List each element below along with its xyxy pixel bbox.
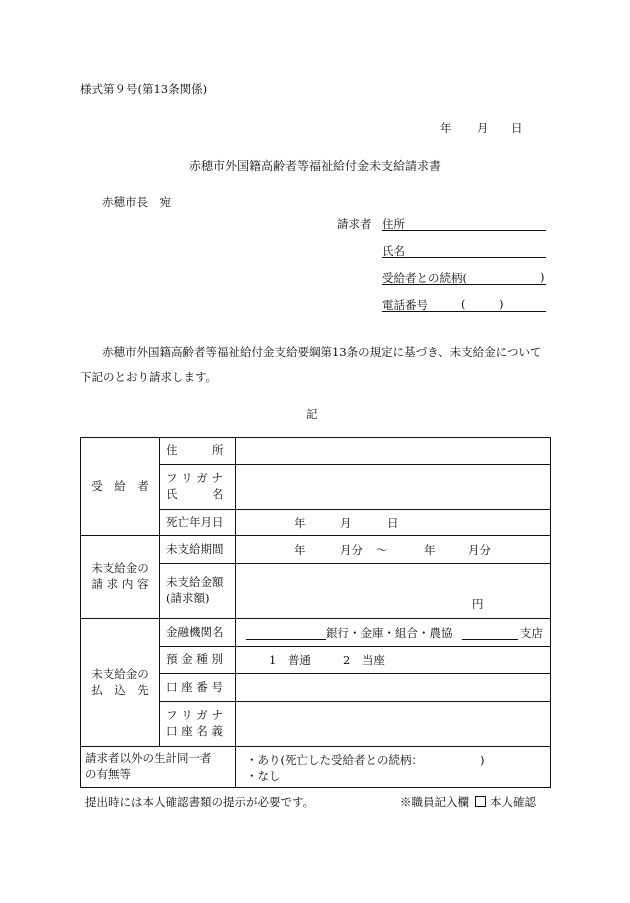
account-name-field[interactable] — [236, 702, 551, 747]
household-field[interactable]: ・あり(死亡した受給者との続柄： ) ・なし — [236, 747, 551, 788]
staff-note: ※職員記入欄 — [400, 795, 469, 809]
household-no-option[interactable]: ・なし — [246, 769, 281, 783]
amount-label: 未支給金額 (請求額) — [160, 564, 236, 619]
requester-phone-field[interactable] — [382, 311, 546, 312]
period-label: 未支給期間 — [160, 536, 236, 564]
requester-phone-paren-open: ( — [461, 297, 466, 311]
addressee: 赤穂市長 宛 — [102, 195, 171, 209]
requester-name-label: 氏名 — [382, 244, 405, 258]
account-name-label: フ リ ガ ナ 口 座 名 義 — [160, 702, 236, 747]
deposit-type-field[interactable]: 1 普通 2 当座 — [236, 647, 551, 674]
footer-note: 提出時には本人確認書類の提示が必要です。 — [85, 795, 315, 809]
payment-section-label: 未支給金の 払 込 先 — [81, 619, 160, 747]
requester-label: 請求者 — [337, 217, 372, 231]
form-number: 様式第９号(第13条関係) — [80, 82, 208, 96]
body-text-line1: 赤穂市外国籍高齢者等福祉給付金支給要綱第13条の規定に基づき、未支給金について — [102, 345, 542, 359]
household-label: 請求者以外の生計同一者 の有無等 — [81, 747, 236, 788]
requester-name-field[interactable] — [382, 257, 546, 258]
household-yes-option[interactable]: ・あり(死亡した受給者との続柄： — [246, 753, 423, 767]
claim-section-label: 未支給金の 請 求 内 容 — [81, 536, 160, 619]
recipient-address-field[interactable] — [236, 438, 551, 465]
deposit-type-label: 預 金 種 別 — [160, 647, 236, 674]
ki-heading: 記 — [306, 407, 318, 421]
death-date-label: 死亡年月日 — [160, 510, 236, 536]
recipient-name-field[interactable] — [236, 465, 551, 510]
identity-check-checkbox[interactable] — [475, 796, 486, 807]
requester-relation-label: 受給者との続柄( — [382, 271, 467, 285]
identity-check-label: 本人確認 — [490, 795, 536, 809]
bank-name-line[interactable] — [246, 639, 326, 640]
death-date-field[interactable]: 年 月 日 — [236, 510, 551, 536]
bank-field[interactable]: 銀行・金庫・組合・農協 支店 — [236, 619, 551, 647]
account-number-field[interactable] — [236, 674, 551, 702]
document-title: 赤穂市外国籍高齢者等福祉給付金未支給請求書 — [188, 159, 441, 173]
requester-address-field[interactable] — [382, 230, 546, 231]
requester-address-label: 住所 — [382, 217, 405, 231]
branch-name-line[interactable] — [462, 639, 518, 640]
requester-relation-field[interactable] — [382, 284, 546, 285]
requester-phone-paren-close: ) — [499, 297, 504, 311]
recipient-address-label: 住 所 — [160, 438, 236, 465]
date-year: 年 — [440, 121, 452, 135]
claim-form-table — [80, 437, 551, 788]
amount-field[interactable]: 円 — [236, 564, 551, 619]
account-number-label: 口 座 番 号 — [160, 674, 236, 702]
requester-relation-close: ) — [540, 270, 545, 284]
recipient-section-label: 受 給 者 — [81, 438, 160, 536]
date-month: 月 — [477, 121, 489, 135]
date-day: 日 — [511, 121, 523, 135]
period-field[interactable]: 年 月分 ～ 年 月分 — [236, 536, 551, 564]
recipient-name-label: フ リ ガ ナ 氏 名 — [160, 465, 236, 510]
bank-label: 金融機関名 — [160, 619, 236, 647]
body-text-line2: 下記のとおり請求します。 — [80, 370, 218, 384]
requester-phone-label: 電話番号 — [382, 298, 428, 312]
